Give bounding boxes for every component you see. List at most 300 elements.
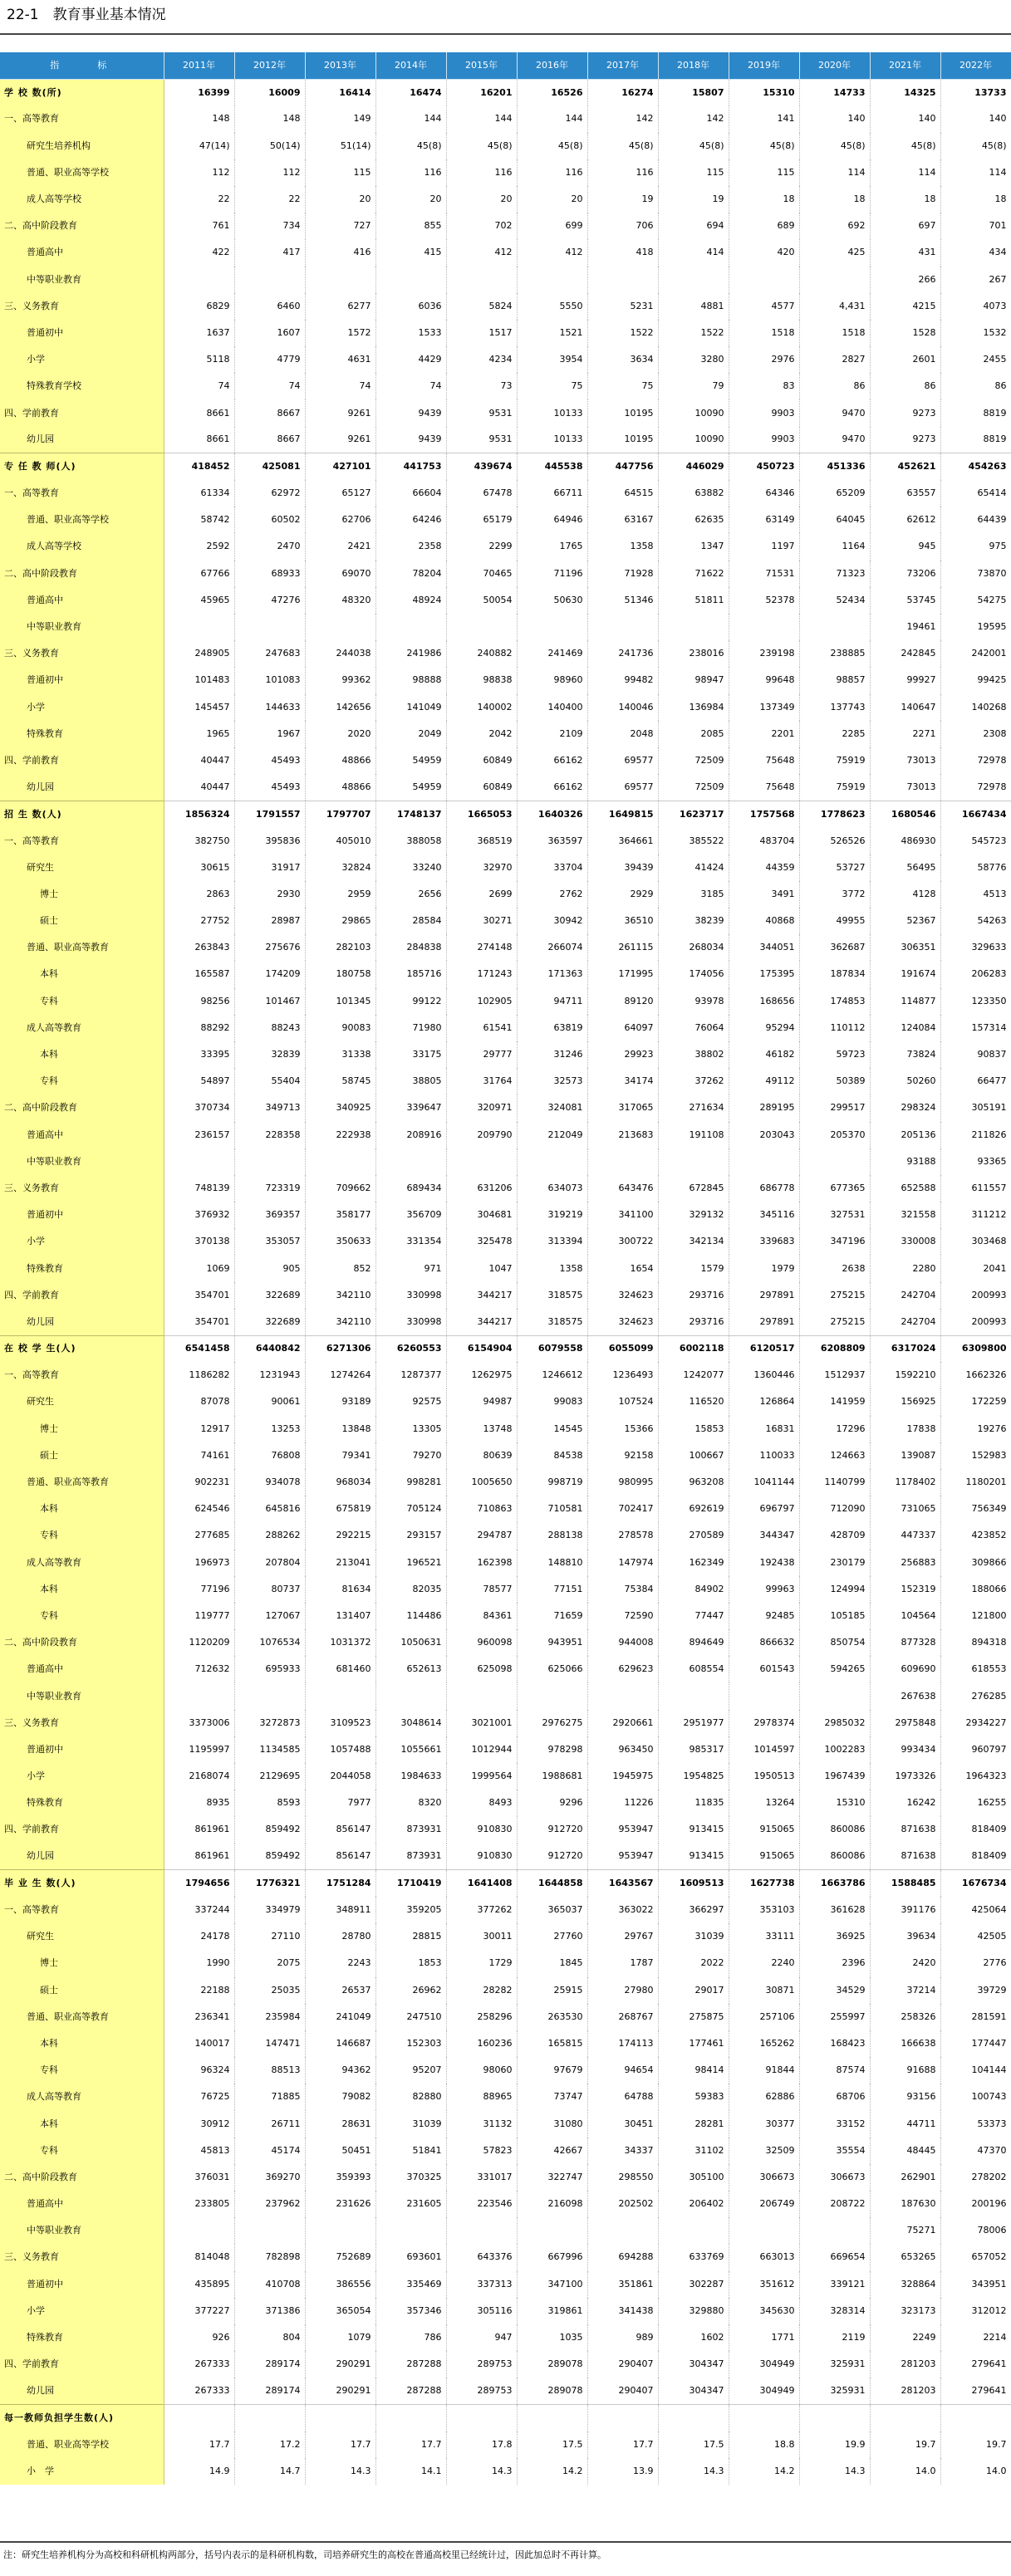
table-cell: 4881 (658, 293, 729, 320)
table-cell: 73013 (870, 774, 940, 801)
table-cell: 174209 (234, 961, 305, 987)
table-cell: 110033 (729, 1442, 799, 1469)
table-cell: 231605 (375, 2191, 446, 2217)
table-cell: 313394 (517, 1228, 587, 1255)
table-cell: 277685 (164, 1522, 234, 1549)
top-rule (0, 33, 1011, 35)
table-cell: 19276 (940, 1416, 1011, 1442)
row-label: 硕士 (0, 1442, 164, 1469)
table-cell: 861961 (164, 1816, 234, 1843)
table-cell: 114 (870, 159, 940, 186)
table-cell: 119777 (164, 1603, 234, 1629)
table-cell: 58745 (305, 1068, 375, 1095)
table-cell: 62635 (658, 507, 729, 533)
table-cell (658, 2217, 729, 2244)
table-cell: 335469 (375, 2271, 446, 2298)
table-cell: 663013 (729, 2244, 799, 2270)
table-cell: 31102 (658, 2138, 729, 2164)
table-row (0, 2191, 1011, 2217)
table-row (0, 1442, 1011, 1469)
bottom-rule (0, 2541, 1011, 2543)
row-label: 成人高等学校 (0, 186, 164, 213)
table-cell: 14.0 (870, 2458, 940, 2485)
table-cell: 39439 (587, 855, 658, 881)
table-cell: 31039 (658, 1923, 729, 1950)
table-cell: 140647 (870, 694, 940, 721)
table-cell: 13264 (729, 1790, 799, 1816)
table-cell: 17.7 (375, 2432, 446, 2458)
table-cell: 1076534 (234, 1629, 305, 1656)
table-cell: 98960 (517, 667, 587, 693)
table-cell: 282103 (305, 934, 375, 961)
table-cell (375, 1148, 446, 1175)
table-cell: 30451 (587, 2110, 658, 2137)
table-cell: 10195 (587, 399, 658, 426)
table-cell: 1178402 (870, 1469, 940, 1496)
table-cell: 675819 (305, 1496, 375, 1522)
table-cell: 266074 (517, 934, 587, 961)
table-cell: 22188 (164, 1977, 234, 2004)
table-cell: 693601 (375, 2244, 446, 2270)
table-cell: 59723 (799, 1041, 870, 1068)
table-cell: 8819 (940, 427, 1011, 453)
table-cell: 20 (375, 186, 446, 213)
table-cell: 371386 (234, 2298, 305, 2324)
table-cell: 287288 (375, 2351, 446, 2378)
table-cell: 710863 (446, 1496, 517, 1522)
table-cell: 101483 (164, 667, 234, 693)
table-cell: 366297 (658, 1897, 729, 1923)
table-cell: 71196 (517, 561, 587, 587)
table-cell: 2048 (587, 721, 658, 747)
table-cell: 73824 (870, 1041, 940, 1068)
table-cell: 356709 (375, 1202, 446, 1228)
table-cell: 14.3 (799, 2458, 870, 2485)
table-cell: 66604 (375, 480, 446, 507)
table-cell: 420 (729, 239, 799, 266)
table-cell: 9531 (446, 427, 517, 453)
table-cell: 165815 (517, 2030, 587, 2057)
table-cell: 304681 (446, 1202, 517, 1228)
table-row (0, 2030, 1011, 2057)
table-cell: 8661 (164, 399, 234, 426)
column-header-year: 2017年 (587, 52, 658, 79)
table-cell: 16399 (164, 79, 234, 105)
table-cell: 16009 (234, 79, 305, 105)
table-cell: 611557 (940, 1175, 1011, 1202)
table-cell: 123350 (940, 988, 1011, 1015)
table-cell: 855 (375, 213, 446, 239)
table-cell: 65209 (799, 480, 870, 507)
table-row (0, 1228, 1011, 1255)
row-label: 本科 (0, 2110, 164, 2137)
table-cell: 235984 (234, 2004, 305, 2030)
table-cell: 92485 (729, 1603, 799, 1629)
table-cell: 328314 (799, 2298, 870, 2324)
table-cell: 288138 (517, 1522, 587, 1549)
table-cell: 233805 (164, 2191, 234, 2217)
table-cell: 340925 (305, 1095, 375, 1121)
table-cell: 9439 (375, 399, 446, 426)
table-cell: 267333 (164, 2378, 234, 2404)
table-cell: 625066 (517, 1656, 587, 1682)
table-cell: 293716 (658, 1309, 729, 1335)
table-cell: 6317024 (870, 1335, 940, 1362)
table-cell: 88243 (234, 1015, 305, 1041)
table-cell (799, 1148, 870, 1175)
table-cell: 3772 (799, 881, 870, 908)
row-label: 一、高等教育 (0, 1362, 164, 1388)
table-cell: 14733 (799, 79, 870, 105)
table-cell: 70465 (446, 561, 517, 587)
table-cell: 51346 (587, 587, 658, 614)
table-cell: 64788 (587, 2084, 658, 2110)
table-cell: 15310 (729, 79, 799, 105)
table-cell: 706 (587, 213, 658, 239)
table-cell: 861961 (164, 1844, 234, 1870)
table-cell: 31039 (375, 2110, 446, 2137)
row-label: 幼儿园 (0, 774, 164, 801)
table-cell: 38802 (658, 1041, 729, 1068)
table-body (0, 79, 1011, 2485)
row-label: 特殊教育 (0, 721, 164, 747)
table-cell: 82880 (375, 2084, 446, 2110)
table-cell: 1771 (729, 2324, 799, 2351)
table-cell: 912720 (517, 1816, 587, 1843)
table-cell: 16474 (375, 79, 446, 105)
table-cell: 98414 (658, 2057, 729, 2084)
table-row (0, 2324, 1011, 2351)
table-cell: 71928 (587, 561, 658, 587)
table-cell: 667996 (517, 2244, 587, 2270)
table-cell: 114877 (870, 988, 940, 1015)
table-cell: 27760 (517, 1923, 587, 1950)
row-label: 普通、职业高等学校 (0, 2432, 164, 2458)
table-cell: 45(8) (446, 133, 517, 159)
table-cell: 342110 (305, 1309, 375, 1335)
table-cell: 165587 (164, 961, 234, 987)
table-cell: 902231 (164, 1469, 234, 1496)
table-cell (517, 614, 587, 640)
table-cell: 8320 (375, 1790, 446, 1816)
table-cell: 124084 (870, 1015, 940, 1041)
table-cell: 1031372 (305, 1629, 375, 1656)
table-cell: 45(8) (517, 133, 587, 159)
row-label: 小学 (0, 2298, 164, 2324)
table-cell: 242704 (870, 1309, 940, 1335)
table-cell: 2951977 (658, 1710, 729, 1736)
table-cell: 152319 (870, 1576, 940, 1603)
table-cell: 761 (164, 213, 234, 239)
table-cell: 71659 (517, 1603, 587, 1629)
table-cell: 281203 (870, 2378, 940, 2404)
table-cell: 1627738 (729, 1870, 799, 1897)
row-label: 研究生培养机构 (0, 133, 164, 159)
table-cell: 247683 (234, 640, 305, 667)
table-cell: 2976 (729, 346, 799, 373)
table-cell: 709662 (305, 1175, 375, 1202)
table-cell: 359205 (375, 1897, 446, 1923)
table-cell: 279641 (940, 2378, 1011, 2404)
table-cell: 74 (164, 373, 234, 399)
table-cell: 317065 (587, 1095, 658, 1121)
row-label: 三、义务教育 (0, 640, 164, 667)
table-cell: 734 (234, 213, 305, 239)
table-cell: 31338 (305, 1041, 375, 1068)
table-cell: 1041144 (729, 1469, 799, 1496)
table-cell: 968034 (305, 1469, 375, 1496)
table-cell: 345630 (729, 2298, 799, 2324)
table-cell: 1518 (729, 320, 799, 346)
table-cell (305, 2405, 375, 2432)
table-cell: 289195 (729, 1095, 799, 1121)
table-cell: 73747 (517, 2084, 587, 2110)
table-cell: 1973326 (870, 1763, 940, 1790)
table-cell: 5824 (446, 293, 517, 320)
table-cell: 8493 (446, 1790, 517, 1816)
table-row (0, 159, 1011, 186)
table-cell: 34174 (587, 1068, 658, 1095)
table-cell: 171363 (517, 961, 587, 987)
table-cell: 114 (940, 159, 1011, 186)
table-cell: 1035 (517, 2324, 587, 2351)
table-cell: 278578 (587, 1522, 658, 1549)
table-cell: 2201 (729, 721, 799, 747)
table-cell: 51841 (375, 2138, 446, 2164)
table-cell: 139087 (870, 1442, 940, 1469)
table-cell: 147471 (234, 2030, 305, 2057)
table-cell: 289174 (234, 2351, 305, 2378)
table-cell: 1164 (799, 533, 870, 560)
table-cell: 115 (658, 159, 729, 186)
table-cell: 20 (517, 186, 587, 213)
table-cell: 99122 (375, 988, 446, 1015)
table-cell: 2119 (799, 2324, 870, 2351)
table-cell: 1055661 (375, 1736, 446, 1763)
row-label: 小学 (0, 1228, 164, 1255)
table-cell: 2638 (799, 1255, 870, 1281)
table-cell: 54275 (940, 587, 1011, 614)
row-label: 专科 (0, 1068, 164, 1095)
table-cell: 377262 (446, 1897, 517, 1923)
table-cell: 140017 (164, 2030, 234, 2057)
table-cell: 89120 (587, 988, 658, 1015)
table-cell (305, 267, 375, 293)
table-cell: 412 (517, 239, 587, 266)
row-label: 普通、职业高等教育 (0, 934, 164, 961)
table-cell: 894649 (658, 1629, 729, 1656)
table-cell: 278202 (940, 2164, 1011, 2191)
table-cell: 287288 (375, 2378, 446, 2404)
table-cell: 697 (870, 213, 940, 239)
table-cell: 1287377 (375, 1362, 446, 1388)
table-cell: 185716 (375, 961, 446, 987)
table-cell: 625098 (446, 1656, 517, 1682)
table-cell: 140268 (940, 694, 1011, 721)
table-cell: 376932 (164, 1202, 234, 1228)
data-table (0, 52, 1011, 2485)
table-cell: 12917 (164, 1416, 234, 1442)
table-cell: 61334 (164, 480, 234, 507)
row-label: 特殊教育 (0, 1790, 164, 1816)
table-cell (658, 1682, 729, 1709)
table-cell: 79341 (305, 1442, 375, 1469)
table-cell: 242001 (940, 640, 1011, 667)
table-cell: 52367 (870, 908, 940, 934)
table-cell: 748139 (164, 1175, 234, 1202)
table-cell: 102905 (446, 988, 517, 1015)
table-cell: 2470 (234, 533, 305, 560)
table-cell: 202502 (587, 2191, 658, 2217)
table-cell: 84902 (658, 1576, 729, 1603)
table-cell: 15807 (658, 79, 729, 105)
table-cell: 304949 (729, 2351, 799, 2378)
table-cell: 414 (658, 239, 729, 266)
table-cell: 395836 (234, 827, 305, 854)
table-cell: 84538 (517, 1442, 587, 1469)
table-cell: 1663786 (799, 1870, 870, 1897)
table-cell: 231626 (305, 2191, 375, 2217)
table-cell: 37262 (658, 1068, 729, 1095)
table-cell: 98838 (446, 667, 517, 693)
table-cell (658, 1148, 729, 1175)
table-cell (729, 2217, 799, 2244)
table-cell: 643476 (587, 1175, 658, 1202)
table-cell: 140 (799, 105, 870, 132)
table-cell: 290407 (587, 2378, 658, 2404)
table-row (0, 1682, 1011, 1709)
table-row (0, 399, 1011, 426)
table-cell (517, 267, 587, 293)
table-cell: 1853 (375, 1950, 446, 1976)
table-cell: 856147 (305, 1844, 375, 1870)
table-row (0, 640, 1011, 667)
table-row (0, 2432, 1011, 2458)
table-cell: 6002118 (658, 1335, 729, 1362)
table-cell: 13748 (446, 1416, 517, 1442)
table-cell (799, 2217, 870, 2244)
table-cell: 257106 (729, 2004, 799, 2030)
table-cell: 2601 (870, 346, 940, 373)
table-cell: 240882 (446, 640, 517, 667)
table-cell: 624546 (164, 1496, 234, 1522)
table-cell: 361628 (799, 1897, 870, 1923)
table-cell (234, 1148, 305, 1175)
table-cell: 14325 (870, 79, 940, 105)
table-cell: 9903 (729, 399, 799, 426)
table-cell: 127067 (234, 1603, 305, 1629)
table-cell: 418452 (164, 453, 234, 480)
table-cell: 26711 (234, 2110, 305, 2137)
table-cell: 818409 (940, 1816, 1011, 1843)
table-cell: 363597 (517, 827, 587, 854)
table-cell: 32839 (234, 1041, 305, 1068)
table-cell: 1079 (305, 2324, 375, 2351)
table-cell: 238016 (658, 640, 729, 667)
table-cell: 418 (587, 239, 658, 266)
table-cell: 325931 (799, 2351, 870, 2378)
table-cell: 281203 (870, 2351, 940, 2378)
table-section-row (0, 1335, 1011, 1362)
table-cell: 275215 (799, 1282, 870, 1309)
table-cell: 211826 (940, 1122, 1011, 1148)
table-cell: 1057488 (305, 1736, 375, 1763)
table-cell: 80639 (446, 1442, 517, 1469)
column-header-year: 2016年 (517, 52, 587, 79)
table-cell: 19595 (940, 614, 1011, 640)
table-cell: 727 (305, 213, 375, 239)
table-cell: 140002 (446, 694, 517, 721)
table-cell: 953947 (587, 1844, 658, 1870)
row-label: 四、学前教育 (0, 747, 164, 774)
table-cell: 14.0 (940, 2458, 1011, 2485)
table-cell: 1680546 (870, 801, 940, 827)
table-cell: 960098 (446, 1629, 517, 1656)
table-row (0, 855, 1011, 881)
table-cell: 16831 (729, 1416, 799, 1442)
table-cell: 439674 (446, 453, 517, 480)
table-cell: 731065 (870, 1496, 940, 1522)
table-cell: 79270 (375, 1442, 446, 1469)
table-cell: 242704 (870, 1282, 940, 1309)
table-cell: 1794656 (164, 1870, 234, 1897)
table-cell: 5118 (164, 346, 234, 373)
table-section-row (0, 1870, 1011, 1897)
table-cell: 652588 (870, 1175, 940, 1202)
table-cell: 208916 (375, 1122, 446, 1148)
table-cell (164, 2405, 234, 2432)
table-cell: 608554 (658, 1656, 729, 1682)
table-cell: 1757568 (729, 801, 799, 827)
table-cell: 28631 (305, 2110, 375, 2137)
table-cell: 25915 (517, 1977, 587, 2004)
table-cell: 268767 (587, 2004, 658, 2030)
table-cell: 1667434 (940, 801, 1011, 827)
table-cell: 64439 (940, 507, 1011, 533)
table-cell: 10133 (517, 427, 587, 453)
table-cell: 526526 (799, 827, 870, 854)
table-cell: 329633 (940, 934, 1011, 961)
table-cell: 1643567 (587, 1870, 658, 1897)
table-cell: 998281 (375, 1469, 446, 1496)
table-cell: 44359 (729, 855, 799, 881)
table-cell: 672845 (658, 1175, 729, 1202)
table-cell: 9261 (305, 399, 375, 426)
table-cell: 94987 (446, 1388, 517, 1415)
table-row (0, 1522, 1011, 1549)
table-cell: 112 (234, 159, 305, 186)
table-cell: 168656 (729, 988, 799, 1015)
table-cell: 76064 (658, 1015, 729, 1041)
table-cell: 1236493 (587, 1362, 658, 1388)
page-title: 22-1 教育事业基本情况 (7, 7, 166, 23)
table-cell: 2959 (305, 881, 375, 908)
table-cell: 148810 (517, 1550, 587, 1576)
table-cell: 782898 (234, 2244, 305, 2270)
table-cell: 2975848 (870, 1710, 940, 1736)
table-cell: 17.2 (234, 2432, 305, 2458)
table-cell: 20 (305, 186, 375, 213)
table-cell: 1592210 (870, 1362, 940, 1388)
table-cell (446, 1682, 517, 1709)
table-cell: 157314 (940, 1015, 1011, 1041)
table-cell: 1517 (446, 320, 517, 346)
table-cell: 434 (940, 239, 1011, 266)
table-cell (164, 2217, 234, 2244)
table-cell: 192438 (729, 1550, 799, 1576)
table-cell: 4234 (446, 346, 517, 373)
row-label: 学 校 数(所) (0, 79, 164, 105)
